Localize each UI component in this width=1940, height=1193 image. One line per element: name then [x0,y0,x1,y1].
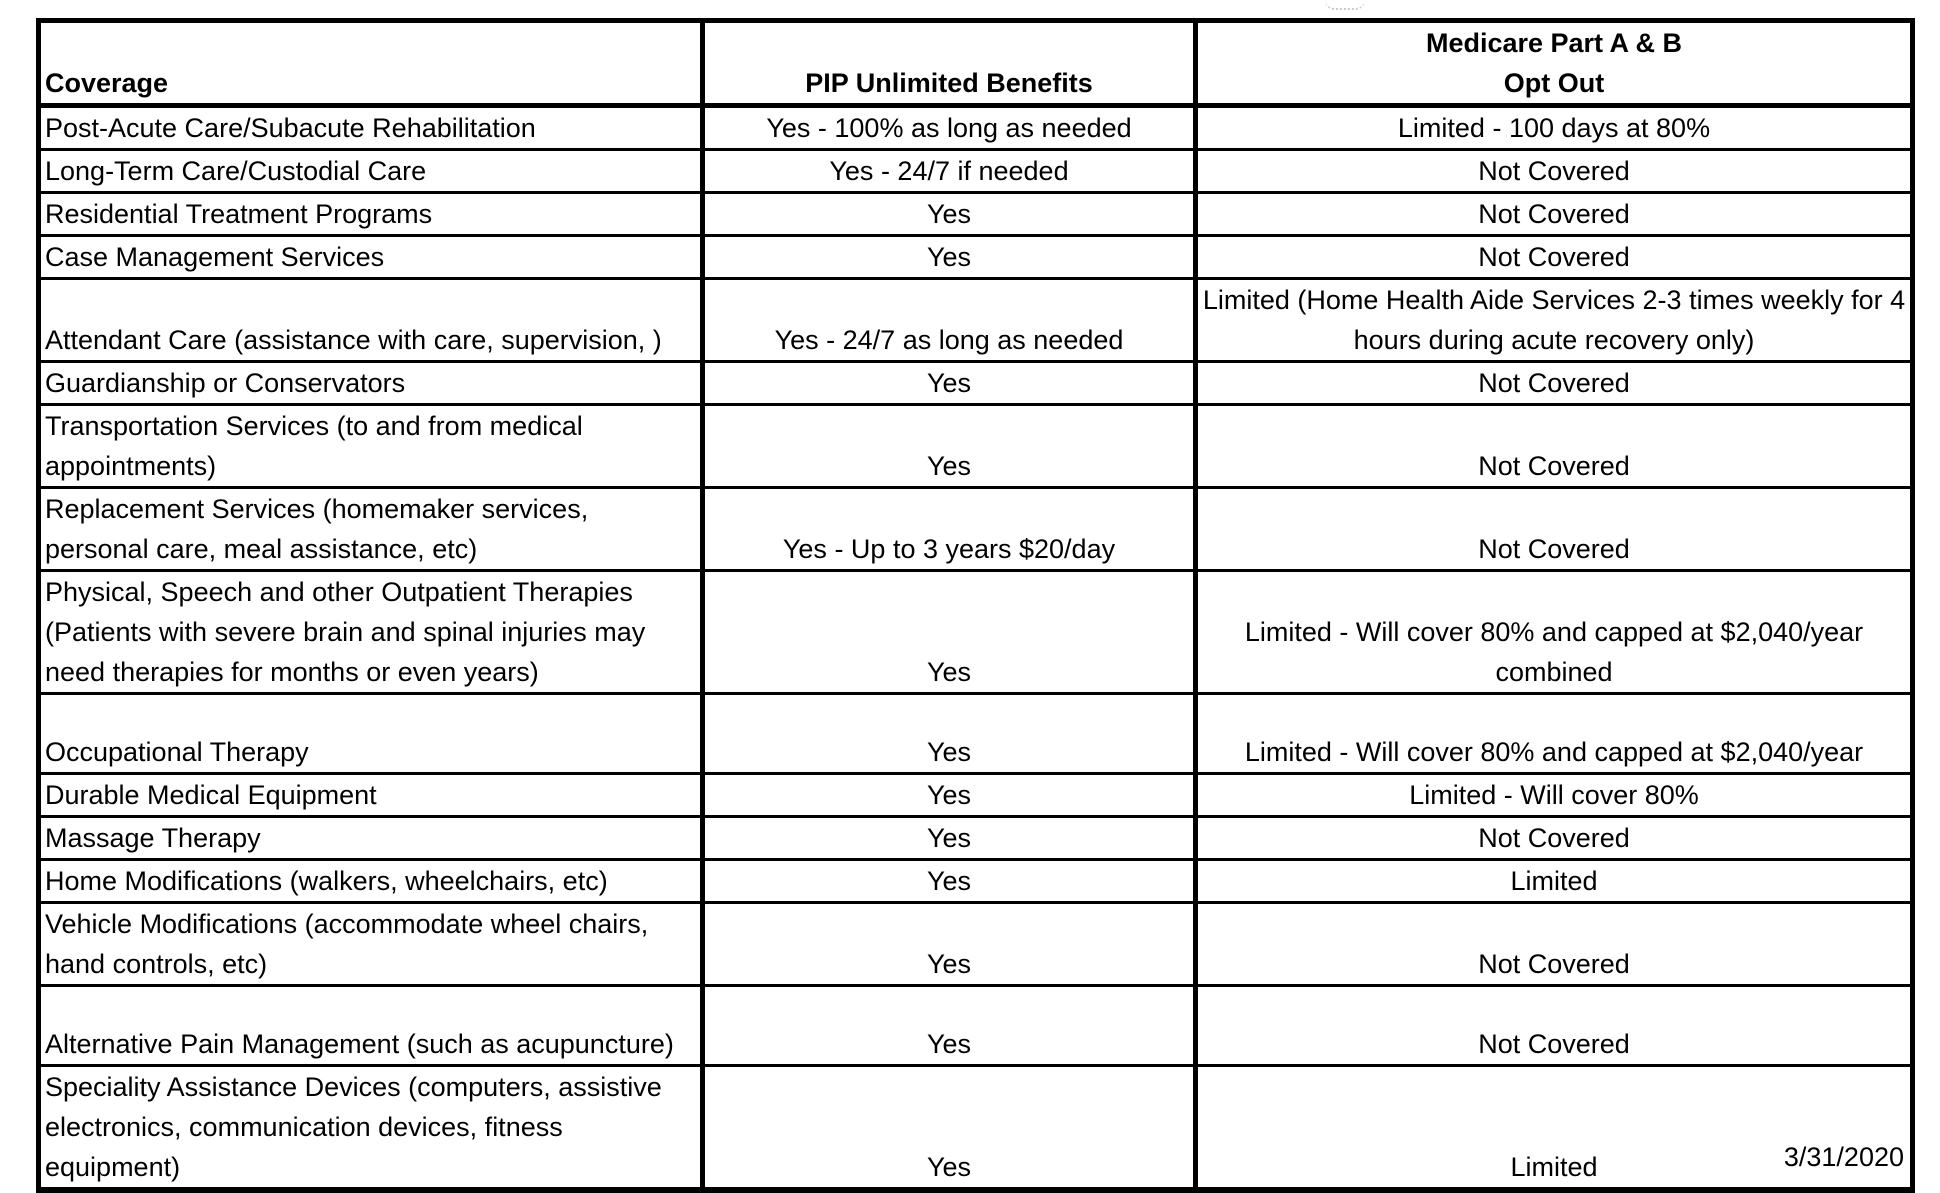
coverage-cell: Post-Acute Care/Subacute Rehabilitation [39,106,703,150]
header-coverage: Coverage [39,63,703,106]
coverage-cell: Home Modifications (walkers, wheelchairs, etc) [39,860,703,903]
medicare-cell: Limited (Home Health Aide Services 2-3 times weekly for 4 hours during acute recovery only) [1196,279,1913,362]
pip-cell: Yes - 100% as long as needed [703,106,1196,150]
coverage-cell: Guardianship or Conservators [39,362,703,405]
medicare-cell: Limited [1196,860,1913,903]
pip-cell: Yes [703,903,1196,986]
pip-cell: Yes [703,986,1196,1066]
table-row [39,488,1913,571]
pip-cell: Yes [703,817,1196,860]
medicare-cell: Not Covered [1196,817,1913,860]
header-medicare-title: Medicare Part A & B [1196,21,1913,64]
medicare-cell: Not Covered [1196,193,1913,236]
coverage-comparison-table [36,18,1915,1193]
pip-cell: Yes [703,774,1196,817]
pip-cell: Yes [703,236,1196,279]
coverage-cell: Physical, Speech and other Outpatient Therapies (Patients with severe brain and spinal injuries may need therapies for months or even years) [39,571,703,694]
coverage-cell: Durable Medical Equipment [39,774,703,817]
table-row [39,694,1913,774]
medicare-cell: Not Covered [1196,362,1913,405]
medicare-cell: Limited - Will cover 80% and capped at $2,040/year combined [1196,571,1913,694]
table-row [39,571,1913,694]
pip-cell: Yes [703,1066,1196,1191]
medicare-cell: Not Covered [1196,236,1913,279]
pip-cell: Yes [703,571,1196,694]
table-row [39,150,1913,193]
pip-cell: Yes [703,405,1196,488]
table-row [39,362,1913,405]
pip-cell: Yes - 24/7 as long as needed [703,279,1196,362]
table-row [39,1066,1913,1191]
document-date: 3/31/2020 [1783,1142,1904,1172]
coverage-cell: Vehicle Modifications (accommodate wheel chairs, hand controls, etc) [39,903,703,986]
medicare-cell: Not Covered [1196,488,1913,571]
table-row [39,860,1913,903]
pip-cell: Yes [703,362,1196,405]
coverage-cell: Occupational Therapy [39,694,703,774]
medicare-cell: Limited - 100 days at 80% [1196,106,1913,150]
table-row [39,236,1913,279]
coverage-cell: Transportation Services (to and from medical appointments) [39,405,703,488]
header-pip-unlimited-benefits: PIP Unlimited Benefits [703,63,1196,106]
medicare-cell: Not Covered [1196,986,1913,1066]
header-row-top [39,21,1913,64]
coverage-cell: Speciality Assistance Devices (computers, assistive electronics, communication devices, fitness equipment) [39,1066,703,1191]
table-row [39,279,1913,362]
table-row [39,405,1913,488]
header-cell-blank-coverage [39,21,703,64]
medicare-cell: Not Covered [1196,903,1913,986]
header-opt-out: Opt Out [1196,63,1913,106]
pip-cell: Yes - 24/7 if needed [703,150,1196,193]
coverage-cell: Residential Treatment Programs [39,193,703,236]
medicare-cell: Limited - Will cover 80% and capped at $2,040/year [1196,694,1913,774]
medicare-cell: Not Covered [1196,405,1913,488]
medicare-cell: Limited - Will cover 80% [1196,774,1913,817]
coverage-cell: Replacement Services (homemaker services, personal care, meal assistance, etc) [39,488,703,571]
pip-cell: Yes [703,193,1196,236]
table-row [39,817,1913,860]
coverage-cell: Long-Term Care/Custodial Care [39,150,703,193]
medicare-cell: Limited [1196,1066,1913,1191]
header-row-bottom [39,63,1913,106]
scan-artifact [1325,0,1365,10]
header-cell-blank-pip [703,21,1196,64]
table-row [39,903,1913,986]
medicare-cell: Not Covered [1196,150,1913,193]
table-row [39,193,1913,236]
coverage-cell: Massage Therapy [39,817,703,860]
table-row [39,986,1913,1066]
coverage-cell: Case Management Services [39,236,703,279]
pip-cell: Yes [703,694,1196,774]
table-row [39,106,1913,150]
pip-cell: Yes - Up to 3 years $20/day [703,488,1196,571]
coverage-cell: Alternative Pain Management (such as acupuncture) [39,986,703,1066]
table-row [39,774,1913,817]
pip-cell: Yes [703,860,1196,903]
coverage-cell: Attendant Care (assistance with care, supervision, ) [39,279,703,362]
